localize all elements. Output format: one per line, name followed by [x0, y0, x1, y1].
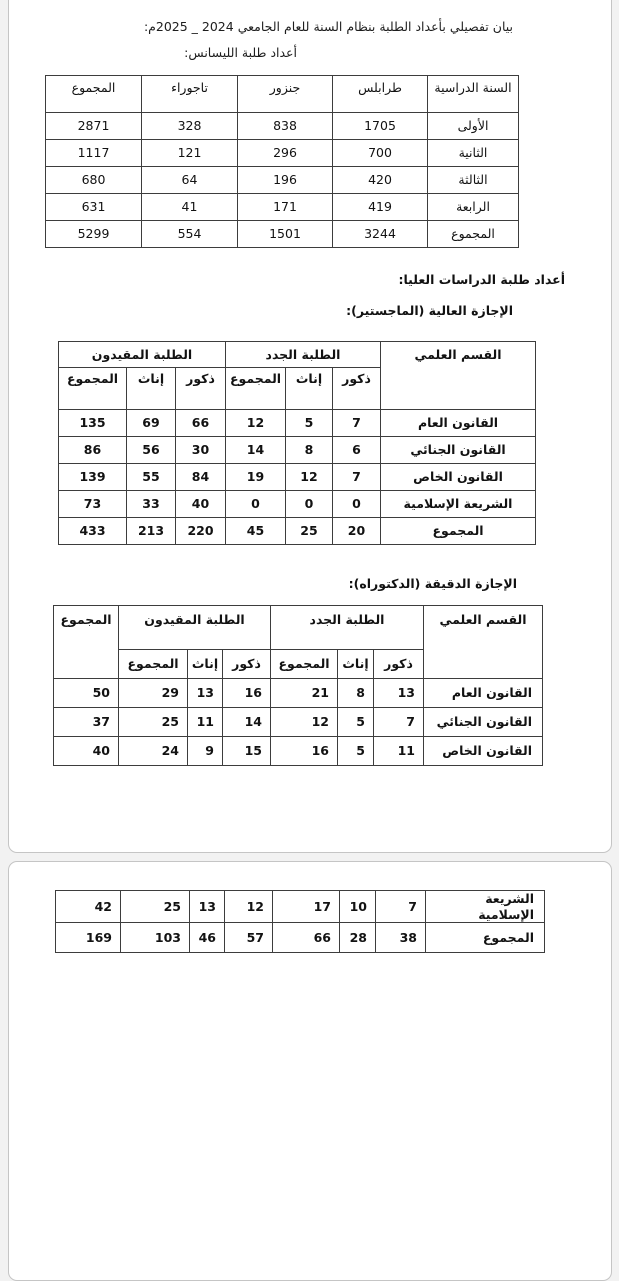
row-label-cell: القانون الخاص [424, 737, 543, 766]
value-cell: 6 [333, 437, 381, 464]
phd-section-heading: الإجازة الدقيقة (الدكتوراه): [348, 576, 517, 591]
table-row [59, 437, 536, 464]
value-cell: 86 [59, 437, 127, 464]
value-cell: 7 [374, 708, 424, 737]
value-cell: 1705 [333, 113, 428, 140]
value-cell: 25 [121, 891, 190, 923]
value-cell: 56 [127, 437, 176, 464]
females-header: إناث [127, 368, 176, 410]
total-header: المجموع [271, 650, 338, 679]
value-cell: 5299 [46, 221, 142, 248]
males-header: ذكور [374, 650, 424, 679]
value-cell: 25 [286, 518, 333, 545]
column-header: تاجوراء [142, 76, 238, 113]
value-cell: 15 [223, 737, 271, 766]
value-cell: 5 [338, 737, 374, 766]
registered-students-group-header: الطلبة المقيدون [59, 342, 226, 368]
total-header: المجموع [119, 650, 188, 679]
males-header: ذكور [176, 368, 226, 410]
postgrad-section-heading: أعداد طلبة الدراسات العليا: [398, 272, 565, 287]
females-header: إناث [188, 650, 223, 679]
value-cell: 57 [225, 923, 273, 953]
table-row [46, 221, 519, 248]
registered-students-group-header: الطلبة المقيدون [119, 606, 271, 650]
value-cell: 433 [59, 518, 127, 545]
value-cell: 171 [238, 194, 333, 221]
value-cell: 103 [121, 923, 190, 953]
table-row [54, 737, 543, 766]
dept-column-header: القسم العلمي [424, 606, 543, 679]
value-cell: 419 [333, 194, 428, 221]
value-cell: 30 [176, 437, 226, 464]
phd-table [53, 605, 543, 766]
table-row [59, 518, 536, 545]
value-cell: 554 [142, 221, 238, 248]
row-label-cell: الأولى [428, 113, 519, 140]
table-row [54, 708, 543, 737]
value-cell: 55 [127, 464, 176, 491]
row-label-cell: الشريعة الإسلامية [426, 891, 545, 923]
value-cell: 328 [142, 113, 238, 140]
value-cell: 38 [376, 923, 426, 953]
document-title: بيان تفصيلي بأعداد الطلبة بنظام السنة للعام الجامعي 2024 _ 2025م: [143, 19, 513, 34]
value-cell: 9 [188, 737, 223, 766]
table-row [59, 491, 536, 518]
value-cell: 12 [286, 464, 333, 491]
value-cell: 33 [127, 491, 176, 518]
value-cell: 7 [333, 464, 381, 491]
value-cell: 196 [238, 167, 333, 194]
value-cell: 21 [271, 679, 338, 708]
value-cell: 17 [273, 891, 340, 923]
column-header: السنة الدراسية [428, 76, 519, 113]
females-header: إناث [286, 368, 333, 410]
table-row [46, 167, 519, 194]
value-cell: 13 [374, 679, 424, 708]
value-cell: 1117 [46, 140, 142, 167]
row-label-cell: القانون الجنائي [424, 708, 543, 737]
females-header: إناث [338, 650, 374, 679]
value-cell: 40 [54, 737, 119, 766]
value-cell: 3244 [333, 221, 428, 248]
licence-header-row [46, 76, 519, 113]
value-cell: 13 [190, 891, 225, 923]
value-cell: 2871 [46, 113, 142, 140]
males-header: ذكور [223, 650, 271, 679]
value-cell: 296 [238, 140, 333, 167]
value-cell: 169 [56, 923, 121, 953]
row-label-cell: القانون العام [381, 410, 536, 437]
value-cell: 46 [190, 923, 225, 953]
males-header: ذكور [333, 368, 381, 410]
value-cell: 45 [226, 518, 286, 545]
value-cell: 5 [286, 410, 333, 437]
value-cell: 69 [127, 410, 176, 437]
value-cell: 10 [340, 891, 376, 923]
value-cell: 8 [286, 437, 333, 464]
value-cell: 29 [119, 679, 188, 708]
row-label-cell: المجموع [426, 923, 545, 953]
value-cell: 121 [142, 140, 238, 167]
value-cell: 84 [176, 464, 226, 491]
column-header: طرابلس [333, 76, 428, 113]
value-cell: 0 [333, 491, 381, 518]
value-cell: 8 [338, 679, 374, 708]
value-cell: 37 [54, 708, 119, 737]
column-header: المجموع [46, 76, 142, 113]
table-row [46, 140, 519, 167]
table-row [46, 194, 519, 221]
value-cell: 64 [142, 167, 238, 194]
value-cell: 12 [225, 891, 273, 923]
value-cell: 11 [188, 708, 223, 737]
dept-column-header: القسم العلمي [381, 342, 536, 410]
value-cell: 16 [271, 737, 338, 766]
value-cell: 16 [223, 679, 271, 708]
total-header: المجموع [59, 368, 127, 410]
value-cell: 13 [188, 679, 223, 708]
total-header: المجموع [226, 368, 286, 410]
value-cell: 5 [338, 708, 374, 737]
row-label-cell: القانون الجنائي [381, 437, 536, 464]
masters-section-heading: الإجازة العالية (الماجستير): [346, 303, 513, 318]
value-cell: 631 [46, 194, 142, 221]
row-label-cell: القانون الخاص [381, 464, 536, 491]
value-cell: 7 [376, 891, 426, 923]
row-label-cell: الثانية [428, 140, 519, 167]
value-cell: 28 [340, 923, 376, 953]
table-row [59, 464, 536, 491]
value-cell: 220 [176, 518, 226, 545]
value-cell: 680 [46, 167, 142, 194]
masters-group-header-row [59, 342, 536, 368]
value-cell: 66 [273, 923, 340, 953]
value-cell: 700 [333, 140, 428, 167]
value-cell: 19 [226, 464, 286, 491]
licence-table [45, 75, 519, 248]
value-cell: 1501 [238, 221, 333, 248]
column-header: جنزور [238, 76, 333, 113]
value-cell: 838 [238, 113, 333, 140]
value-cell: 139 [59, 464, 127, 491]
phd-group-header-row [54, 606, 543, 650]
table-row [59, 410, 536, 437]
value-cell: 213 [127, 518, 176, 545]
value-cell: 41 [142, 194, 238, 221]
row-label-cell: الرابعة [428, 194, 519, 221]
value-cell: 0 [226, 491, 286, 518]
value-cell: 20 [333, 518, 381, 545]
phd-table-continued [55, 890, 545, 953]
value-cell: 14 [223, 708, 271, 737]
value-cell: 0 [286, 491, 333, 518]
value-cell: 7 [333, 410, 381, 437]
new-students-group-header: الطلبة الجدد [226, 342, 381, 368]
table-row [56, 891, 545, 923]
value-cell: 50 [54, 679, 119, 708]
value-cell: 135 [59, 410, 127, 437]
value-cell: 42 [56, 891, 121, 923]
value-cell: 14 [226, 437, 286, 464]
row-label-cell: المجموع [381, 518, 536, 545]
row-label-cell: الشريعة الإسلامية [381, 491, 536, 518]
value-cell: 420 [333, 167, 428, 194]
value-cell: 11 [374, 737, 424, 766]
value-cell: 12 [271, 708, 338, 737]
value-cell: 73 [59, 491, 127, 518]
row-label-cell: القانون العام [424, 679, 543, 708]
row-label-cell: المجموع [428, 221, 519, 248]
new-students-group-header: الطلبة الجدد [271, 606, 424, 650]
value-cell: 12 [226, 410, 286, 437]
value-cell: 40 [176, 491, 226, 518]
licence-section-heading: أعداد طلبة الليسانس: [184, 45, 297, 60]
grand-total-column-header: المجموع [54, 606, 119, 679]
row-label-cell: الثالثة [428, 167, 519, 194]
masters-table [58, 341, 536, 545]
value-cell: 66 [176, 410, 226, 437]
table-row [54, 679, 543, 708]
value-cell: 25 [119, 708, 188, 737]
value-cell: 24 [119, 737, 188, 766]
table-row [46, 113, 519, 140]
table-row [56, 923, 545, 953]
